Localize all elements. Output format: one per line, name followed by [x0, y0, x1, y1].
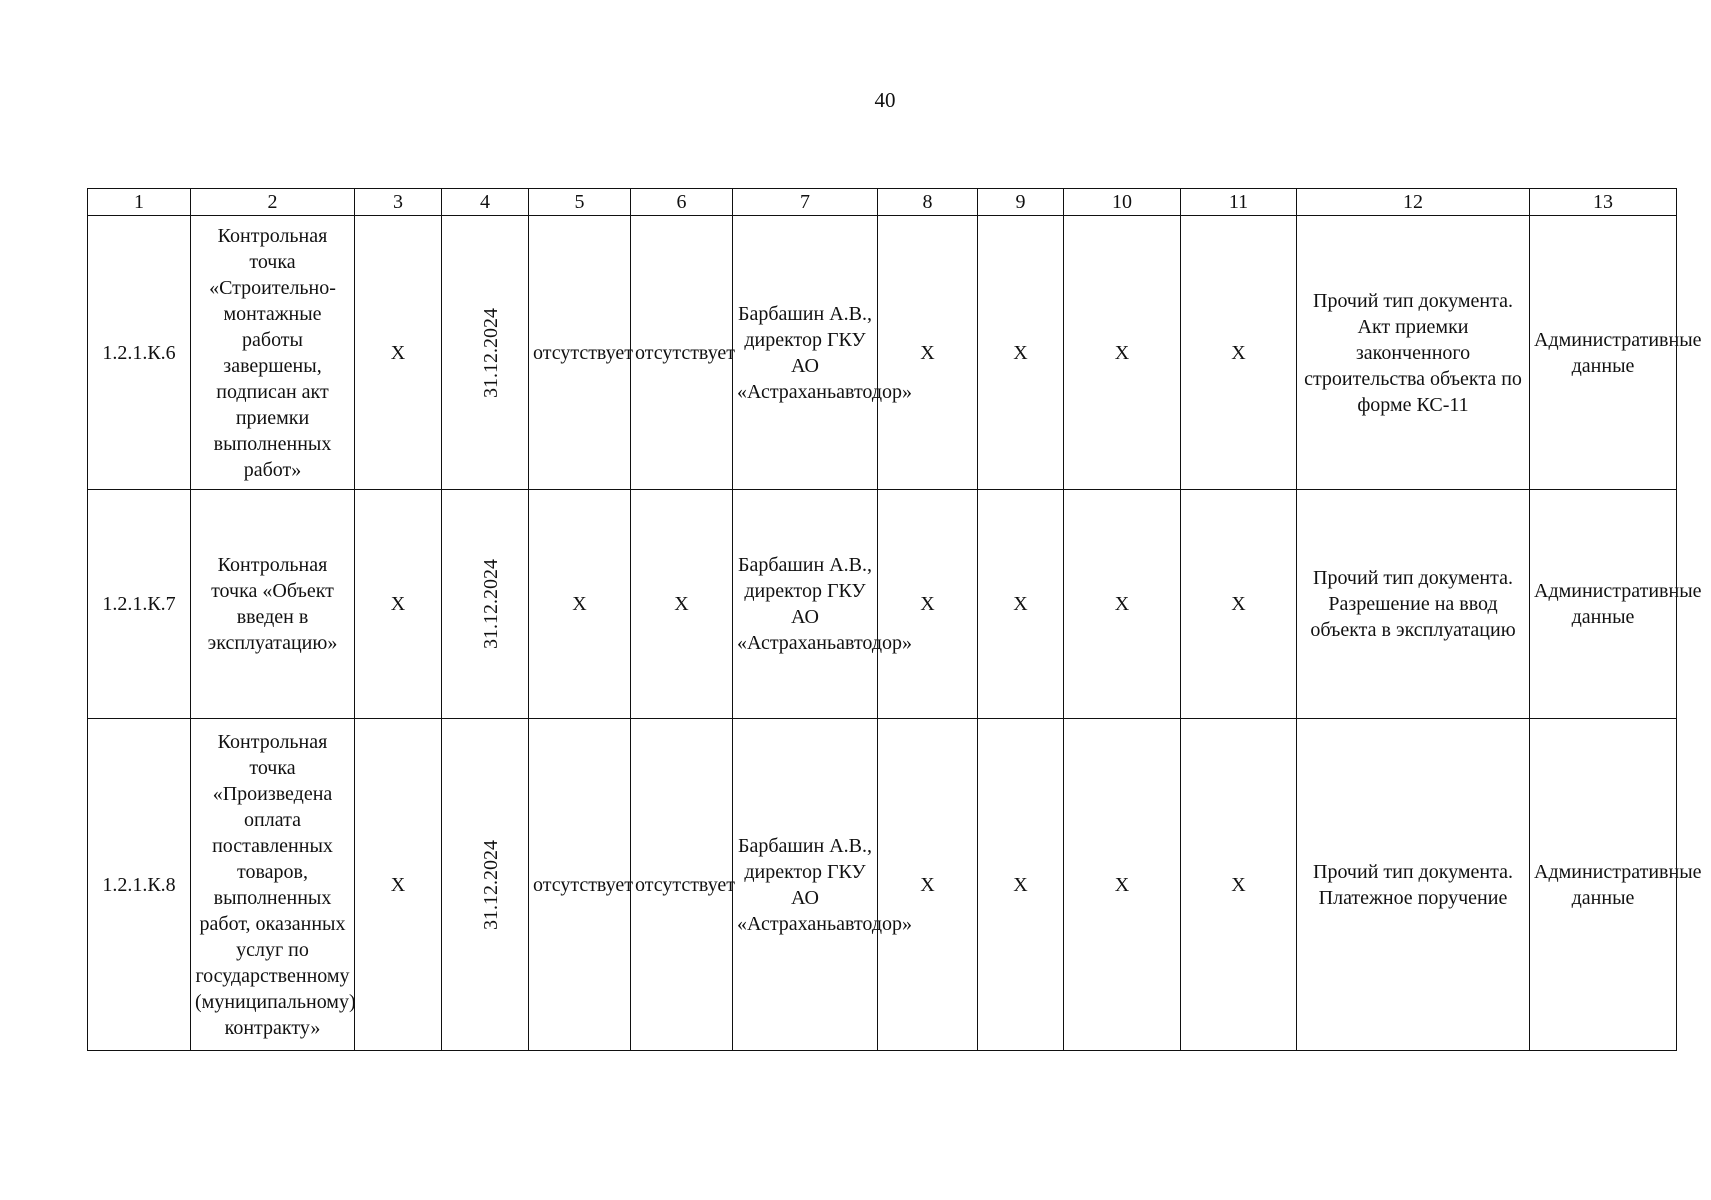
cell-c6: отсутствует [631, 216, 733, 490]
cell-c3: X [355, 719, 442, 1051]
table-row [88, 719, 1677, 1051]
column-header: 6 [631, 189, 733, 216]
point-code: 1.2.1.К.6 [88, 216, 191, 490]
column-header: 11 [1181, 189, 1297, 216]
due-date-cell [442, 719, 529, 1051]
cell-c9: X [978, 490, 1064, 719]
due-date-cell [442, 216, 529, 490]
point-code: 1.2.1.К.8 [88, 719, 191, 1051]
responsible-person: Барбашин А.В., директор ГКУ АО «Астраханьавтодор» [733, 216, 878, 490]
due-date: 31.12.2024 [480, 839, 502, 930]
column-header: 2 [191, 189, 355, 216]
responsible-person: Барбашин А.В., директор ГКУ АО «Астраханьавтодор» [733, 490, 878, 719]
cell-c10: X [1064, 490, 1181, 719]
table-row [88, 216, 1677, 490]
column-header: 12 [1297, 189, 1530, 216]
page-number: 40 [874, 88, 896, 112]
cell-c11: X [1181, 216, 1297, 490]
column-header: 13 [1530, 189, 1677, 216]
control-points-table [87, 188, 1702, 1051]
point-name: Контрольная точка «Объект введен в эксплуатацию» [191, 490, 355, 719]
point-name: Контрольная точка «Произведена оплата поставленных товаров, выполненных работ, оказанных услуг по государственному (муниципальному) контракту» [191, 719, 355, 1051]
cell-c5: отсутствует [529, 216, 631, 490]
data-source: Административные данные [1530, 490, 1677, 719]
data-source: Административные данные [1530, 216, 1677, 490]
column-header: 8 [878, 189, 978, 216]
column-header: 5 [529, 189, 631, 216]
cell-c10: X [1064, 216, 1181, 490]
cell-c8: X [878, 216, 978, 490]
column-header: 3 [355, 189, 442, 216]
point-code: 1.2.1.К.7 [88, 490, 191, 719]
cell-c8: X [878, 719, 978, 1051]
due-date: 31.12.2024 [480, 307, 502, 398]
cell-c6: X [631, 490, 733, 719]
responsible-person: Барбашин А.В., директор ГКУ АО «Астраханьавтодор» [733, 719, 878, 1051]
cell-c11: X [1181, 490, 1297, 719]
cell-c5: X [529, 490, 631, 719]
column-numbers-row [88, 189, 1677, 216]
column-header: 4 [442, 189, 529, 216]
cell-c8: X [878, 490, 978, 719]
cell-c11: X [1181, 719, 1297, 1051]
due-date: 31.12.2024 [480, 559, 502, 649]
table-row [88, 490, 1677, 719]
point-name: Контрольная точка «Строительно-монтажные работы завершены, подписан акт приемки выполненных работ» [191, 216, 355, 490]
cell-c9: X [978, 719, 1064, 1051]
column-header: 9 [978, 189, 1064, 216]
cell-c6: отсутствует [631, 719, 733, 1051]
column-header: 1 [88, 189, 191, 216]
data-source: Административные данные [1530, 719, 1677, 1051]
cell-c10: X [1064, 719, 1181, 1051]
cell-c3: X [355, 216, 442, 490]
column-header: 7 [733, 189, 878, 216]
column-header: 10 [1064, 189, 1181, 216]
document-type: Прочий тип документа. Акт приемки законченного строительства объекта по форме КС-11 [1297, 216, 1530, 490]
cell-c3: X [355, 490, 442, 719]
document-type: Прочий тип документа. Разрешение на ввод объекта в эксплуатацию [1297, 490, 1530, 719]
due-date-cell [442, 490, 529, 719]
cell-c5: отсутствует [529, 719, 631, 1051]
cell-c9: X [978, 216, 1064, 490]
document-type: Прочий тип документа. Платежное поручение [1297, 719, 1530, 1051]
